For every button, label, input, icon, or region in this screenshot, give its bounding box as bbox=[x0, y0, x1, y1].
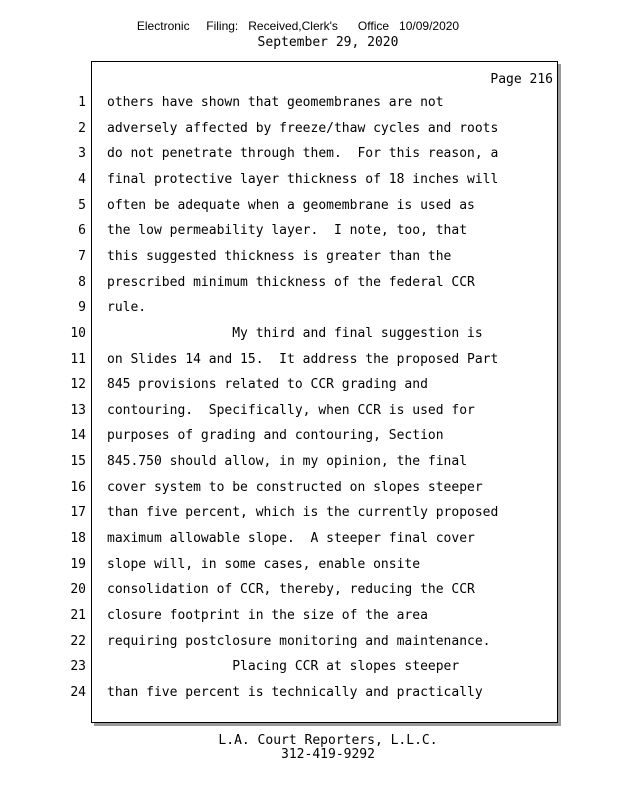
page-number: Page 216 bbox=[490, 72, 553, 87]
line-text: do not penetrate through them. For this reason, a bbox=[107, 146, 499, 161]
line-number: 15 bbox=[70, 454, 86, 469]
line-text: 845 provisions related to CCR grading and bbox=[107, 377, 428, 392]
line-text: often be adequate when a geomembrane is used as bbox=[107, 198, 475, 213]
line-number: 8 bbox=[78, 275, 86, 290]
line-number: 7 bbox=[78, 249, 86, 264]
line-text: purposes of grading and contouring, Section bbox=[107, 428, 444, 443]
line-text: final protective layer thickness of 18 inches will bbox=[107, 172, 499, 187]
line-number: 20 bbox=[70, 582, 86, 597]
line-number: 16 bbox=[70, 480, 86, 495]
line-number: 9 bbox=[78, 300, 86, 315]
line-text: Placing CCR at slopes steeper bbox=[107, 659, 460, 674]
line-text: 845.750 should allow, in my opinion, the final bbox=[107, 454, 468, 469]
line-number: 5 bbox=[78, 198, 86, 213]
line-text: cover system to be constructed on slopes steeper bbox=[107, 480, 483, 495]
line-text: rule. bbox=[107, 300, 147, 315]
line-number: 2 bbox=[78, 121, 86, 136]
line-number: 19 bbox=[70, 557, 86, 572]
line-text: closure footprint in the size of the area bbox=[107, 608, 428, 623]
line-text: requiring postclosure monitoring and maintenance. bbox=[107, 634, 491, 649]
line-text: My third and final suggestion is bbox=[107, 326, 483, 341]
filing-stamp: Electronic Filing: Received,Clerk's Office 10/09/2020 bbox=[136, 19, 460, 33]
line-text: than five percent is technically and practically bbox=[107, 685, 483, 700]
court-reporter-phone: 312-419-9292 bbox=[281, 747, 375, 762]
line-text: prescribed minimum thickness of the federal CCR bbox=[107, 275, 475, 290]
line-text: contouring. Specifically, when CCR is used for bbox=[107, 403, 475, 418]
line-text: adversely affected by freeze/thaw cycles and roots bbox=[107, 121, 499, 136]
line-text: the low permeability layer. I note, too, that bbox=[107, 223, 468, 238]
line-number: 1 bbox=[78, 95, 86, 110]
line-text: others have shown that geomembranes are not bbox=[107, 95, 444, 110]
line-number: 24 bbox=[70, 685, 86, 700]
transcript-date: September 29, 2020 bbox=[257, 35, 399, 50]
line-number: 18 bbox=[70, 531, 86, 546]
court-reporter-name: L.A. Court Reporters, L.L.C. bbox=[218, 733, 438, 748]
line-number: 21 bbox=[70, 608, 86, 623]
line-number: 12 bbox=[70, 377, 86, 392]
line-number: 17 bbox=[70, 505, 86, 520]
line-number: 11 bbox=[70, 352, 86, 367]
line-text: slope will, in some cases, enable onsite bbox=[107, 557, 421, 572]
line-number: 3 bbox=[78, 146, 86, 161]
line-number: 13 bbox=[70, 403, 86, 418]
line-number: 22 bbox=[70, 634, 86, 649]
line-text: this suggested thickness is greater than the bbox=[107, 249, 452, 264]
line-number: 6 bbox=[78, 223, 86, 238]
line-text: consolidation of CCR, thereby, reducing the CCR bbox=[107, 582, 475, 597]
line-number: 4 bbox=[78, 172, 86, 187]
line-number: 10 bbox=[70, 326, 86, 341]
line-number: 14 bbox=[70, 428, 86, 443]
line-text: maximum allowable slope. A steeper final cover bbox=[107, 531, 475, 546]
line-text: than five percent, which is the currently proposed bbox=[107, 505, 499, 520]
line-number: 23 bbox=[70, 659, 86, 674]
line-text: on Slides 14 and 15. It address the proposed Part bbox=[107, 352, 499, 367]
